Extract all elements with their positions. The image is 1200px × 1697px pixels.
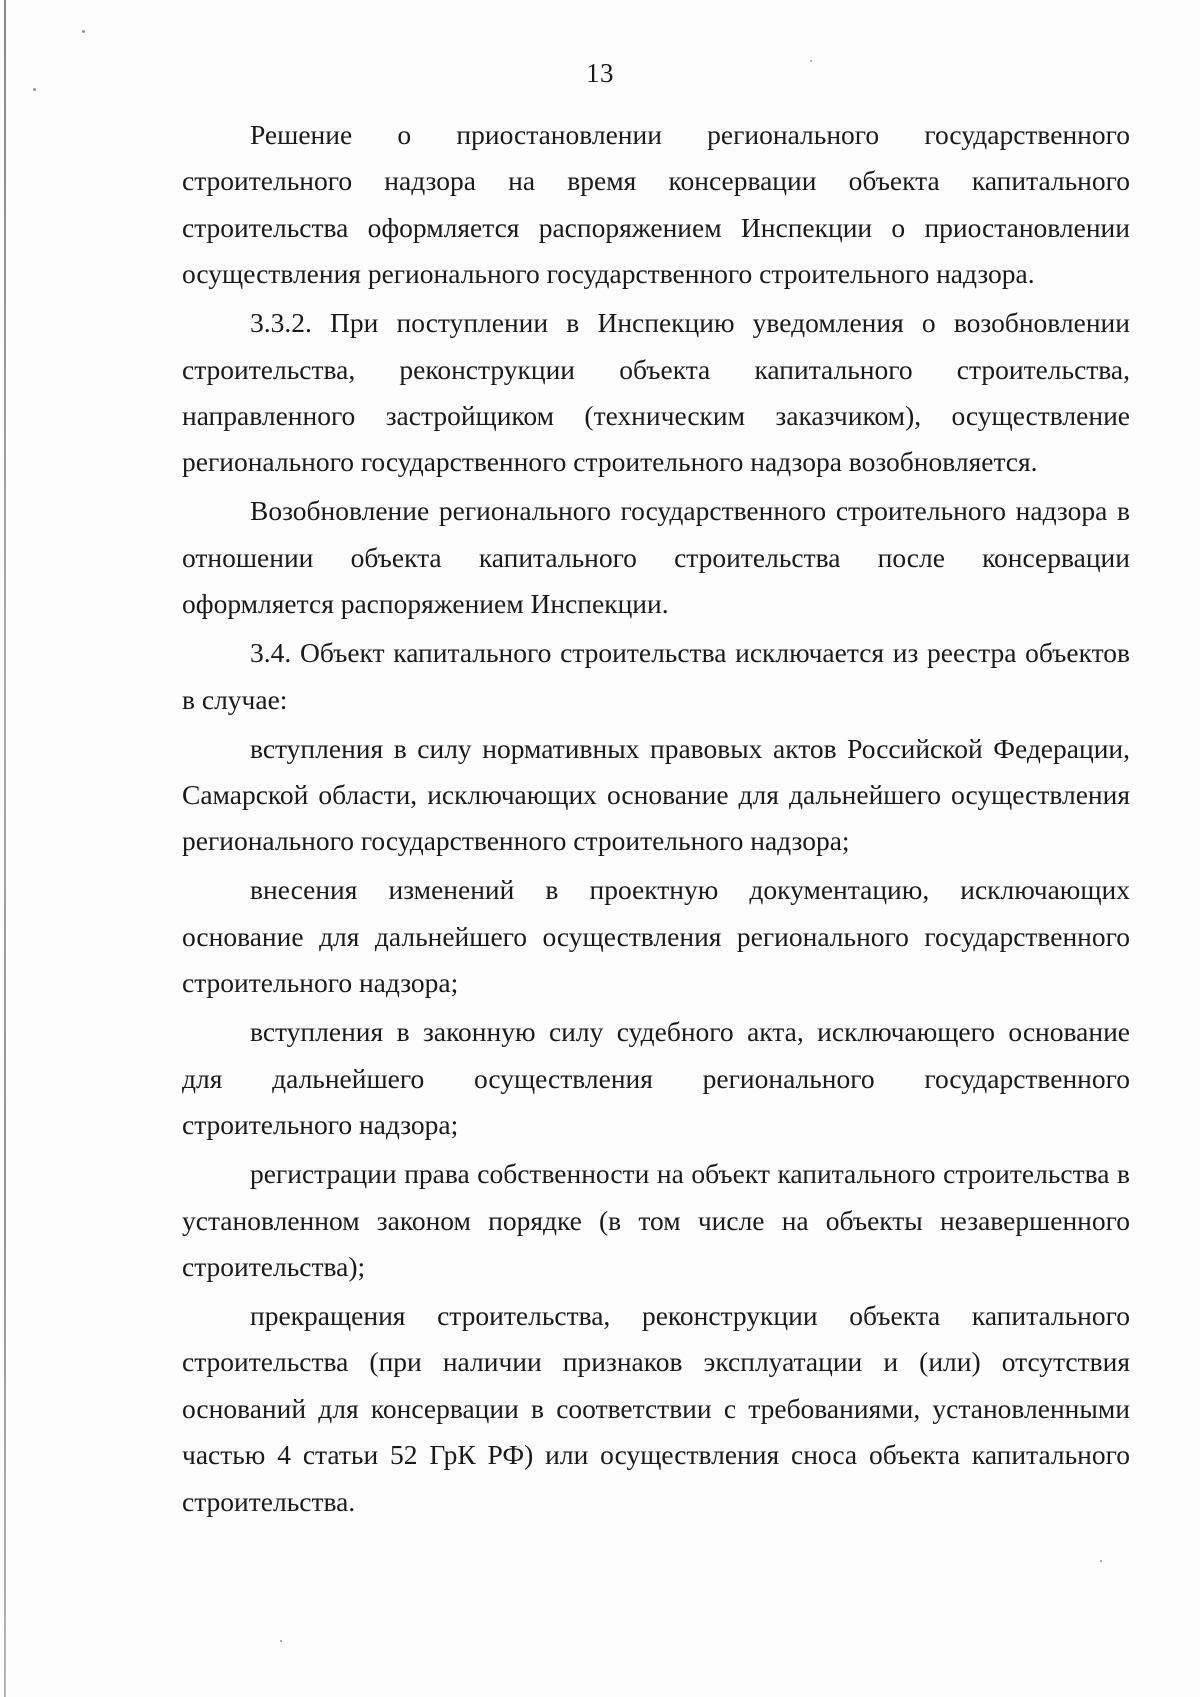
paragraph: Возобновление регионального государственного строительного надзора в отношении объекта капитального строительства после консервации оформляется распоряжением Инспекции. [182,495,1130,620]
paragraph: Решение о приостановлении регионального государственного строительного надзора на время консервации объекта капитального строительства оформляется распоряжением Инспекции о приостановлении осуществления регионального государственного строительного надзора. [182,119,1130,290]
scan-speck [82,30,85,33]
paragraph: вступления в законную силу судебного акта, исключающего основание для дальнейшего осуществления регионального государственного строительного надзора; [182,1016,1130,1141]
scan-speck [280,1640,282,1642]
paragraph: внесения изменений в проектную документацию, исключающих основание для дальнейшего осуществления регионального государственного строительного надзора; [182,874,1130,999]
scan-left-edge [4,0,6,1697]
paragraph: 3.3.2. При поступлении в Инспекцию уведомления о возобновлении строительства, реконструкции объекта капитального строительства, направленного застройщиком (техническим заказчиком), осуществление регионального государственного строительного надзора возобновляется. [182,307,1130,478]
paragraph: регистрации права собственности на объект капитального строительства в установленном законом порядке (в том числе на объекты незавершенного строительства); [182,1158,1130,1282]
paragraph: вступления в силу нормативных правовых актов Российской Федерации, Самарской области, исключающих основание для дальнейшего осуществления регионального государственного строительного надзора; [182,732,1130,857]
paragraph: прекращения строительства, реконструкции объекта капитального строительства (при наличии признаков эксплуатации и (или) отсутствия оснований для консервации в соответствии с требованиями, установленными частью 4 статьи 52 ГрК РФ) или осуществления сноса объекта капитального строительства. [182,1299,1130,1517]
page-number: 13 [586,58,614,88]
paragraph: 3.4. Объект капитального строительства исключается из реестра объектов в случае: [182,637,1130,715]
scan-speck [1100,1560,1102,1562]
document-body [182,112,1130,1528]
